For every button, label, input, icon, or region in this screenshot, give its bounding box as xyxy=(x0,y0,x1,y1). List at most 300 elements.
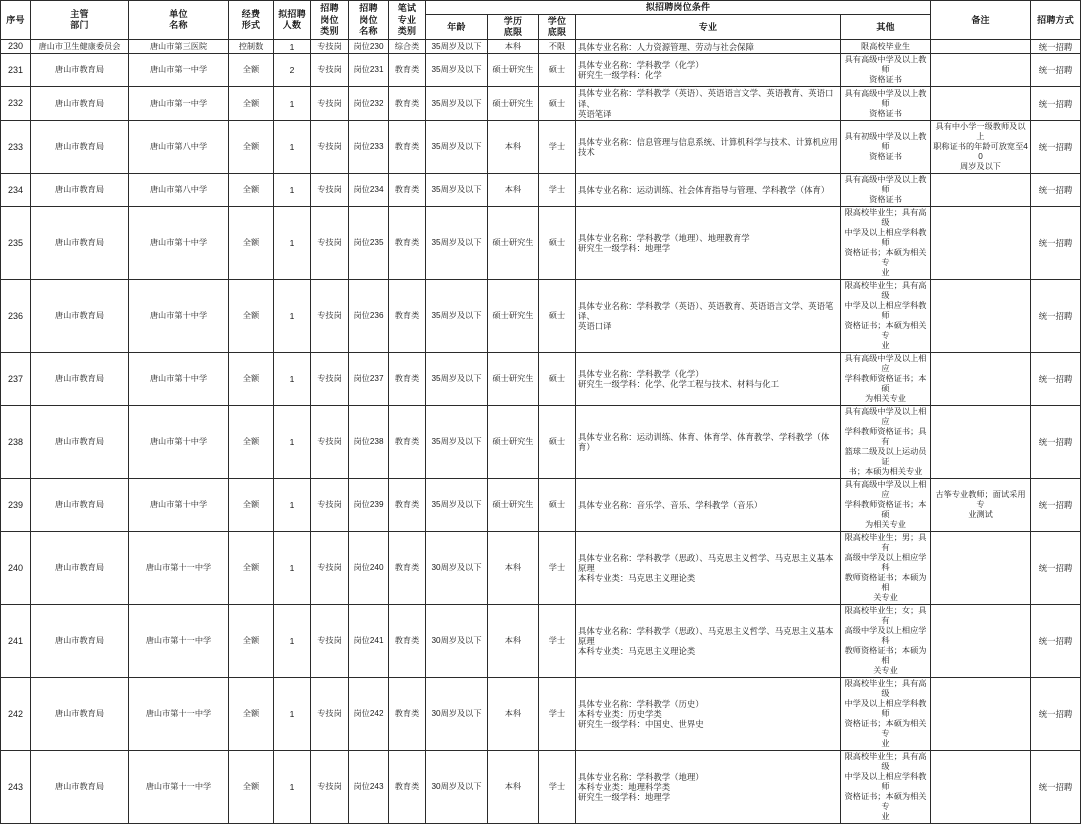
row-other xyxy=(841,87,931,121)
row-remark xyxy=(931,280,1031,353)
row-major-line: 研究生一级学科：化学 xyxy=(578,70,662,81)
row-major-line: 研究生一级学科：地理学 xyxy=(578,243,671,254)
row-headcount: 1 xyxy=(274,174,311,207)
row-funding: 全额 xyxy=(229,54,274,87)
row-education: 硕士研究生 xyxy=(488,479,539,532)
row-major xyxy=(576,751,841,824)
row-unit: 唐山市第十中学 xyxy=(129,406,229,479)
header-post-name-line2: 岗位 xyxy=(359,14,378,25)
row-recruit-way: 统一招聘 xyxy=(1031,678,1081,751)
header-dept-line1: 主管 xyxy=(70,8,89,19)
row-index: 230 xyxy=(1,40,31,54)
row-degree: 学士 xyxy=(539,121,576,174)
row-degree: 硕士 xyxy=(539,406,576,479)
header-exam-category-line3: 类别 xyxy=(397,25,417,36)
row-dept: 唐山市教育局 xyxy=(31,280,129,353)
row-degree: 硕士 xyxy=(539,87,576,121)
row-funding: 全额 xyxy=(229,207,274,280)
row-exam-category: 教育类 xyxy=(389,87,426,121)
row-other xyxy=(841,678,931,751)
row-headcount: 2 xyxy=(274,54,311,87)
row-remark xyxy=(931,174,1031,207)
row-headcount: 1 xyxy=(274,280,311,353)
row-funding: 全额 xyxy=(229,479,274,532)
row-other-line: 书；本硕为相关专业 xyxy=(848,467,923,477)
row-post-name: 岗位237 xyxy=(349,353,389,406)
row-headcount: 1 xyxy=(274,207,311,280)
row-dept: 唐山市教育局 xyxy=(31,532,129,605)
row-funding: 全额 xyxy=(229,121,274,174)
header-funding xyxy=(229,1,274,40)
row-other-line: 限高校毕业生；具有高级 xyxy=(844,752,927,772)
row-funding: 控制数 xyxy=(229,40,274,54)
row-other xyxy=(841,40,931,54)
row-education: 硕士研究生 xyxy=(488,54,539,87)
row-remark-line: 古筝专业教师；面试采用专 xyxy=(935,490,1026,510)
row-remark xyxy=(931,121,1031,174)
row-other-line: 限高校毕业生；男；具有 xyxy=(844,533,927,553)
row-recruit-way: 统一招聘 xyxy=(1031,54,1081,87)
row-post-category: 专技岗 xyxy=(311,121,349,174)
row-education: 硕士研究生 xyxy=(488,87,539,121)
row-remark xyxy=(931,40,1031,54)
row-unit: 唐山市第十中学 xyxy=(129,353,229,406)
row-other-line: 限高校毕业生；具有高级 xyxy=(844,679,927,699)
row-other-line: 中学及以上相应学科教师 xyxy=(844,228,927,248)
row-major-line: 研究生一级学科：中国史、世界史 xyxy=(578,719,704,730)
row-exam-category: 教育类 xyxy=(389,54,426,87)
row-funding: 全额 xyxy=(229,280,274,353)
row-other-line: 具有高级中学及以上教师 xyxy=(844,175,927,195)
row-other-line: 学科教师资格证书；具有 xyxy=(844,427,927,447)
header-education-line1: 学历 xyxy=(503,15,523,26)
row-age: 30周岁及以下 xyxy=(426,678,488,751)
row-recruit-way: 统一招聘 xyxy=(1031,87,1081,121)
header-post-name xyxy=(349,1,389,40)
row-other-line: 具有高级中学及以上相应 xyxy=(844,354,927,374)
row-age: 35周岁及以下 xyxy=(426,479,488,532)
header-age: 年龄 xyxy=(426,14,488,40)
header-degree xyxy=(539,14,576,40)
table-row xyxy=(1,121,1081,174)
row-major-line: 具体专业名称：运动训练、社会体育指导与管理、学科教学（体育） xyxy=(578,185,830,196)
row-major-line: 本科专业类：马克思主义理论类 xyxy=(578,573,696,584)
row-major-line: 具体专业名称：信息管理与信息系统、计算机科学与技术、计算机应用技术 xyxy=(578,136,838,158)
row-other xyxy=(841,479,931,532)
table-row xyxy=(1,532,1081,605)
row-recruit-way: 统一招聘 xyxy=(1031,605,1081,678)
header-post-name-line1: 招聘 xyxy=(359,3,378,14)
header-dept-line2: 部门 xyxy=(70,20,89,31)
row-major-line: 具体专业名称：学科教学（英语）、英语教育、英语语言文学、英语笔译、 xyxy=(578,300,834,322)
row-major-line: 本科专业类：历史学类 xyxy=(578,709,662,720)
row-other xyxy=(841,174,931,207)
row-exam-category: 教育类 xyxy=(389,751,426,824)
row-degree: 硕士 xyxy=(539,353,576,406)
header-conditions-group: 拟招聘岗位条件 xyxy=(426,1,931,15)
row-age: 35周岁及以下 xyxy=(426,121,488,174)
row-other-line: 资格证书 xyxy=(869,108,902,118)
row-major xyxy=(576,605,841,678)
row-education: 本科 xyxy=(488,532,539,605)
row-dept: 唐山市教育局 xyxy=(31,207,129,280)
table-row xyxy=(1,605,1081,678)
row-age: 30周岁及以下 xyxy=(426,605,488,678)
header-education-line2: 底限 xyxy=(503,27,523,38)
row-post-category: 专技岗 xyxy=(311,751,349,824)
row-dept: 唐山市教育局 xyxy=(31,406,129,479)
row-other xyxy=(841,532,931,605)
row-major xyxy=(576,54,841,87)
header-unit-line2: 名称 xyxy=(169,20,188,31)
row-age: 35周岁及以下 xyxy=(426,353,488,406)
row-index: 231 xyxy=(1,54,31,87)
row-age: 35周岁及以下 xyxy=(426,406,488,479)
row-major xyxy=(576,479,841,532)
row-other-line: 学科教师资格证书；本硕 xyxy=(844,500,927,520)
row-education: 硕士研究生 xyxy=(488,353,539,406)
row-education: 本科 xyxy=(488,40,539,54)
row-exam-category: 教育类 xyxy=(389,479,426,532)
row-funding: 全额 xyxy=(229,406,274,479)
header-major: 专业 xyxy=(576,14,841,40)
row-major xyxy=(576,87,841,121)
row-other-line: 资格证书 xyxy=(869,152,902,162)
row-other-line: 高级中学及以上相应学科 xyxy=(844,553,927,573)
row-exam-category: 教育类 xyxy=(389,605,426,678)
row-degree: 不限 xyxy=(539,40,576,54)
row-major xyxy=(576,174,841,207)
row-index: 239 xyxy=(1,479,31,532)
header-funding-line2: 形式 xyxy=(241,20,261,31)
row-index: 237 xyxy=(1,353,31,406)
row-post-category: 专技岗 xyxy=(311,406,349,479)
row-other-line: 教师资格证书；本硕为相 xyxy=(844,573,927,593)
row-education: 本科 xyxy=(488,121,539,174)
row-other-line: 限高校毕业生；女；具有 xyxy=(844,606,927,626)
row-post-category: 专技岗 xyxy=(311,479,349,532)
row-education: 本科 xyxy=(488,605,539,678)
row-other-line: 具有高级中学及以上教师 xyxy=(844,88,927,108)
row-other xyxy=(841,121,931,174)
row-major xyxy=(576,406,841,479)
row-dept: 唐山市教育局 xyxy=(31,353,129,406)
row-remark xyxy=(931,406,1031,479)
row-major-line: 具体专业名称：学科教学（思政）、马克思主义哲学、马克思主义基本原理 xyxy=(578,625,834,647)
row-remark-line: 业测试 xyxy=(968,510,993,520)
row-post-category: 专技岗 xyxy=(311,40,349,54)
table-row xyxy=(1,678,1081,751)
row-unit: 唐山市第八中学 xyxy=(129,174,229,207)
row-degree: 学士 xyxy=(539,174,576,207)
row-age: 35周岁及以下 xyxy=(426,280,488,353)
row-exam-category: 教育类 xyxy=(389,207,426,280)
row-index: 233 xyxy=(1,121,31,174)
row-remark-line: 职称证书的年龄可放宽至40 xyxy=(933,142,1028,162)
row-unit: 唐山市第八中学 xyxy=(129,121,229,174)
row-other xyxy=(841,207,931,280)
row-post-name: 岗位243 xyxy=(349,751,389,824)
row-degree: 学士 xyxy=(539,532,576,605)
row-other-line: 中学及以上相应学科教师 xyxy=(844,699,927,719)
header-post-category xyxy=(311,1,349,40)
row-remark xyxy=(931,87,1031,121)
row-post-name: 岗位240 xyxy=(349,532,389,605)
row-major xyxy=(576,353,841,406)
row-dept: 唐山市教育局 xyxy=(31,174,129,207)
row-other-line: 业 xyxy=(881,739,890,749)
table-row xyxy=(1,87,1081,121)
row-remark xyxy=(931,751,1031,824)
row-other-line: 具有初级中学及以上教师 xyxy=(844,132,927,152)
row-recruit-way: 统一招聘 xyxy=(1031,280,1081,353)
row-major xyxy=(576,532,841,605)
row-dept: 唐山市教育局 xyxy=(31,479,129,532)
row-recruit-way: 统一招聘 xyxy=(1031,353,1081,406)
row-remark xyxy=(931,605,1031,678)
row-education: 硕士研究生 xyxy=(488,280,539,353)
row-education: 本科 xyxy=(488,678,539,751)
row-degree: 学士 xyxy=(539,605,576,678)
row-other xyxy=(841,54,931,87)
header-funding-line1: 经费 xyxy=(241,8,261,19)
row-recruit-way: 统一招聘 xyxy=(1031,207,1081,280)
row-other xyxy=(841,605,931,678)
table-row xyxy=(1,479,1081,532)
row-dept: 唐山市教育局 xyxy=(31,751,129,824)
row-unit: 唐山市第十一中学 xyxy=(129,605,229,678)
header-unit-line1: 单位 xyxy=(169,8,188,19)
row-exam-category: 教育类 xyxy=(389,532,426,605)
row-major-line: 本科专业类：马克思主义理论类 xyxy=(578,646,696,657)
row-major-line: 本科专业类：地理科学类 xyxy=(578,782,671,793)
row-post-name: 岗位236 xyxy=(349,280,389,353)
table-row xyxy=(1,54,1081,87)
row-exam-category: 综合类 xyxy=(389,40,426,54)
row-dept: 唐山市教育局 xyxy=(31,54,129,87)
row-recruit-way: 统一招聘 xyxy=(1031,532,1081,605)
row-other-line: 教师资格证书；本硕为相 xyxy=(844,646,927,666)
row-other-line: 具有高级中学及以上教师 xyxy=(844,55,927,75)
row-headcount: 1 xyxy=(274,87,311,121)
row-major-line: 具体专业名称：人力资源管理、劳动与社会保障 xyxy=(578,41,754,52)
row-major-line: 具体专业名称：学科教学（化学） xyxy=(578,368,704,379)
row-degree: 硕士 xyxy=(539,207,576,280)
row-other-line: 资格证书；本硕为相关专 xyxy=(844,321,927,341)
row-remark xyxy=(931,207,1031,280)
row-unit: 唐山市第十一中学 xyxy=(129,678,229,751)
row-education: 硕士研究生 xyxy=(488,207,539,280)
row-other-line: 限高校毕业生 xyxy=(860,41,911,51)
row-other-line: 为相关专业 xyxy=(865,520,906,530)
row-degree: 硕士 xyxy=(539,479,576,532)
header-index: 序号 xyxy=(1,1,31,40)
row-other-line: 高级中学及以上相应学科 xyxy=(844,626,927,646)
row-headcount: 1 xyxy=(274,121,311,174)
row-headcount: 1 xyxy=(274,532,311,605)
row-other-line: 学科教师资格证书；本硕 xyxy=(844,374,927,394)
header-headcount-line2: 人数 xyxy=(282,20,302,31)
row-index: 238 xyxy=(1,406,31,479)
row-other-line: 资格证书；本硕为相关专 xyxy=(844,719,927,739)
row-post-category: 专技岗 xyxy=(311,353,349,406)
row-remark-line: 具有中小学一级教师及以上 xyxy=(935,122,1026,142)
row-major-line: 具体专业名称：学科教学（英语）、英语语言文学、英语教育、英语口译、 xyxy=(578,88,834,109)
row-exam-category: 教育类 xyxy=(389,406,426,479)
row-headcount: 1 xyxy=(274,678,311,751)
row-unit: 唐山市第一中学 xyxy=(129,54,229,87)
row-dept: 唐山市教育局 xyxy=(31,87,129,121)
row-funding: 全额 xyxy=(229,174,274,207)
row-remark-line: 周岁及以下 xyxy=(960,162,1001,172)
row-index: 240 xyxy=(1,532,31,605)
table-row xyxy=(1,40,1081,54)
row-exam-category: 教育类 xyxy=(389,280,426,353)
row-exam-category: 教育类 xyxy=(389,678,426,751)
header-education xyxy=(488,14,539,40)
row-other-line: 关专业 xyxy=(873,593,898,603)
row-other-line: 为相关专业 xyxy=(865,394,906,404)
row-post-category: 专技岗 xyxy=(311,280,349,353)
row-other xyxy=(841,353,931,406)
header-other: 其他 xyxy=(841,14,931,40)
row-major-line: 具体专业名称：学科教学（地理） xyxy=(578,771,704,782)
row-index: 236 xyxy=(1,280,31,353)
header-exam-category xyxy=(389,1,426,40)
row-index: 234 xyxy=(1,174,31,207)
row-age: 35周岁及以下 xyxy=(426,207,488,280)
row-post-category: 专技岗 xyxy=(311,54,349,87)
row-index: 243 xyxy=(1,751,31,824)
row-unit: 唐山市第一中学 xyxy=(129,87,229,121)
row-headcount: 1 xyxy=(274,406,311,479)
row-other-line: 关专业 xyxy=(873,666,898,676)
row-other-line: 中学及以上相应学科教师 xyxy=(844,301,927,321)
row-unit: 唐山市第十中学 xyxy=(129,207,229,280)
row-other-line: 限高校毕业生；具有高级 xyxy=(844,281,927,301)
row-remark xyxy=(931,353,1031,406)
row-funding: 全额 xyxy=(229,87,274,121)
row-major-line: 具体专业名称：学科教学（化学） xyxy=(578,60,704,71)
row-age: 30周岁及以下 xyxy=(426,751,488,824)
row-age: 35周岁及以下 xyxy=(426,87,488,121)
row-recruit-way: 统一招聘 xyxy=(1031,121,1081,174)
row-recruit-way: 统一招聘 xyxy=(1031,751,1081,824)
row-headcount: 1 xyxy=(274,751,311,824)
row-remark xyxy=(931,54,1031,87)
row-exam-category: 教育类 xyxy=(389,174,426,207)
row-education: 本科 xyxy=(488,174,539,207)
row-major-line: 具体专业名称：学科教学（思政）、马克思主义哲学、马克思主义基本原理 xyxy=(578,552,834,574)
row-other xyxy=(841,280,931,353)
header-recruit-way: 招聘方式 xyxy=(1031,1,1081,40)
row-remark xyxy=(931,479,1031,532)
row-degree: 学士 xyxy=(539,751,576,824)
table-row xyxy=(1,207,1081,280)
row-post-category: 专技岗 xyxy=(311,174,349,207)
header-row-1 xyxy=(1,1,1081,15)
header-post-category-line1: 招聘 xyxy=(320,3,339,14)
header-remark: 备注 xyxy=(931,1,1031,40)
row-age: 35周岁及以下 xyxy=(426,54,488,87)
header-degree-line1: 学位 xyxy=(547,15,567,26)
row-major xyxy=(576,207,841,280)
row-post-name: 岗位239 xyxy=(349,479,389,532)
header-post-category-line3: 类别 xyxy=(320,25,339,36)
row-unit: 唐山市第十一中学 xyxy=(129,751,229,824)
row-other-line: 资格证书；本硕为相关专 xyxy=(844,792,927,812)
row-age: 35周岁及以下 xyxy=(426,174,488,207)
row-post-name: 岗位235 xyxy=(349,207,389,280)
row-other xyxy=(841,406,931,479)
row-index: 232 xyxy=(1,87,31,121)
row-funding: 全额 xyxy=(229,532,274,605)
row-index: 241 xyxy=(1,605,31,678)
row-post-name: 岗位238 xyxy=(349,406,389,479)
table-row xyxy=(1,280,1081,353)
row-major xyxy=(576,40,841,54)
row-post-name: 岗位234 xyxy=(349,174,389,207)
row-dept: 唐山市卫生健康委员会 xyxy=(31,40,129,54)
row-index: 235 xyxy=(1,207,31,280)
row-post-category: 专技岗 xyxy=(311,87,349,121)
row-unit: 唐山市第十中学 xyxy=(129,479,229,532)
row-major-line: 具体专业名称：学科教学（地理）、地理教育学 xyxy=(578,232,750,243)
table-row xyxy=(1,174,1081,207)
row-other-line: 资格证书 xyxy=(869,195,902,205)
row-major xyxy=(576,121,841,174)
row-post-category: 专技岗 xyxy=(311,207,349,280)
row-unit: 唐山市第十中学 xyxy=(129,280,229,353)
row-other-line: 业 xyxy=(881,268,890,278)
row-headcount: 1 xyxy=(274,353,311,406)
table-row xyxy=(1,751,1081,824)
row-funding: 全额 xyxy=(229,751,274,824)
row-exam-category: 教育类 xyxy=(389,121,426,174)
row-post-name: 岗位230 xyxy=(349,40,389,54)
row-post-name: 岗位242 xyxy=(349,678,389,751)
row-degree: 硕士 xyxy=(539,54,576,87)
row-remark xyxy=(931,678,1031,751)
row-other-line: 业 xyxy=(881,341,890,351)
row-other-line: 资格证书 xyxy=(869,75,902,85)
row-age: 30周岁及以下 xyxy=(426,532,488,605)
header-degree-line2: 底限 xyxy=(547,27,567,38)
row-major-line: 具体专业名称：学科教学（历史） xyxy=(578,698,704,709)
row-major-line: 研究生一级学科：化学、化学工程与技术、材料与化工 xyxy=(578,379,779,390)
row-unit: 唐山市第十一中学 xyxy=(129,532,229,605)
row-other-line: 中学及以上相应学科教师 xyxy=(844,772,927,792)
row-degree: 硕士 xyxy=(539,280,576,353)
row-funding: 全额 xyxy=(229,353,274,406)
row-headcount: 1 xyxy=(274,605,311,678)
row-funding: 全额 xyxy=(229,605,274,678)
row-recruit-way: 统一招聘 xyxy=(1031,406,1081,479)
row-degree: 学士 xyxy=(539,678,576,751)
row-major xyxy=(576,678,841,751)
header-post-name-line3: 名称 xyxy=(359,25,378,36)
row-major-line: 研究生一级学科：地理学 xyxy=(578,792,671,803)
header-headcount-line1: 拟招聘 xyxy=(278,8,306,19)
header-post-category-line2: 岗位 xyxy=(320,14,339,25)
row-dept: 唐山市教育局 xyxy=(31,121,129,174)
row-post-name: 岗位241 xyxy=(349,605,389,678)
row-unit: 唐山市第三医院 xyxy=(129,40,229,54)
row-headcount: 1 xyxy=(274,40,311,54)
row-major-line: 英语口译 xyxy=(578,321,612,332)
row-major-line: 具体专业名称：音乐学、音乐、学科教学（音乐） xyxy=(578,500,763,511)
row-post-name: 岗位233 xyxy=(349,121,389,174)
